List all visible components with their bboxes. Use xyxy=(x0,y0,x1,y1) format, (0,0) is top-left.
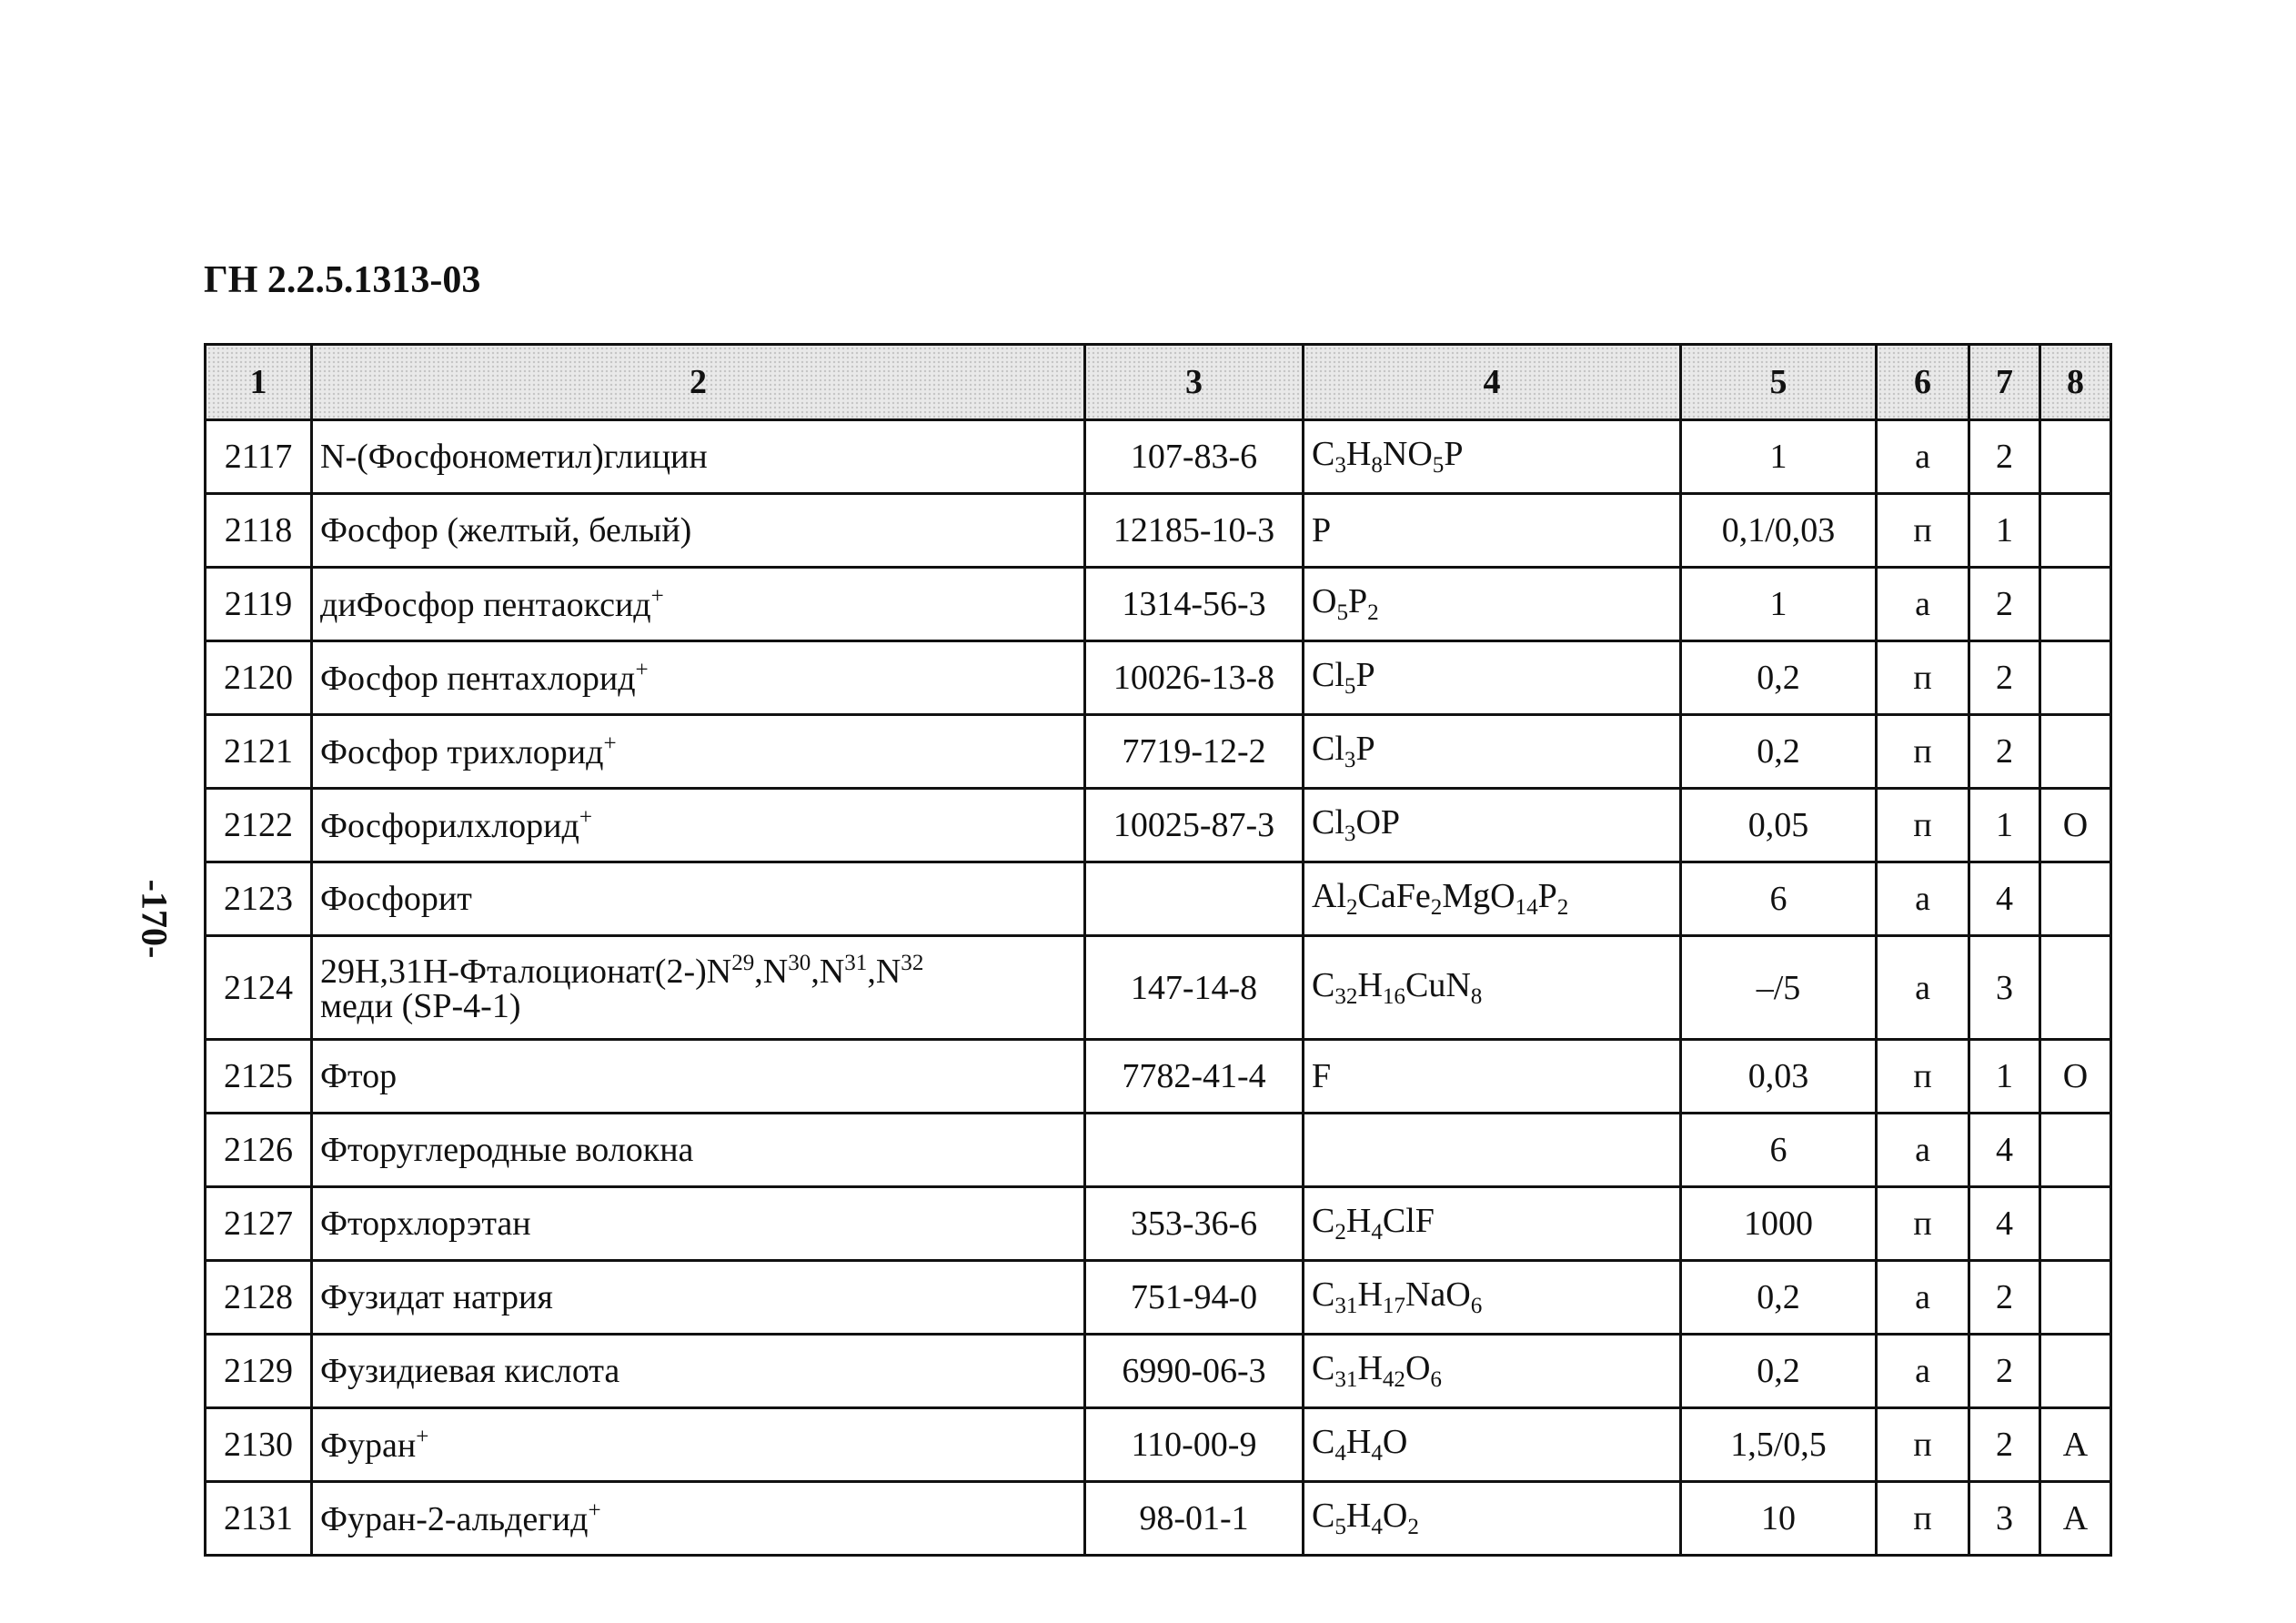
aggregate-state: а xyxy=(1877,1114,1969,1187)
limit-value: 0,03 xyxy=(1681,1040,1877,1114)
cas-number: 7719-12-2 xyxy=(1085,715,1304,789)
row-number: 2129 xyxy=(206,1335,312,1408)
chemical-formula: $C_{32}H_{16}CuN_8$ xyxy=(1304,936,1681,1040)
aggregate-state: п xyxy=(1877,789,1969,862)
document-code: ГН 2.2.5.1313-03 xyxy=(204,259,481,301)
limit-value: 1 xyxy=(1681,568,1877,641)
row-number: 2117 xyxy=(206,420,312,494)
column-header: 6 xyxy=(1877,345,1969,420)
aggregate-state: а xyxy=(1877,420,1969,494)
substance-name: Фузидиевая кислота xyxy=(312,1335,1085,1408)
hazard-class: 3 xyxy=(1969,936,2040,1040)
hazard-class: 2 xyxy=(1969,715,2040,789)
action-feature xyxy=(2040,420,2111,494)
limit-value: 10 xyxy=(1681,1482,1877,1556)
hazard-class: 2 xyxy=(1969,568,2040,641)
substance-name: Фосфорилхлорид+ xyxy=(312,789,1085,862)
hygiene-norms-table xyxy=(204,343,2112,1557)
limit-value: 1,5/0,5 xyxy=(1681,1408,1877,1482)
hazard-class: 2 xyxy=(1969,420,2040,494)
column-header: 4 xyxy=(1304,345,1681,420)
chemical-formula: $C_4H_4O$ xyxy=(1304,1408,1681,1482)
column-header: 5 xyxy=(1681,345,1877,420)
substance-name: Фторуглеродные волокна xyxy=(312,1114,1085,1187)
chemical-formula: $C_{31}H_{42}O_6$ xyxy=(1304,1335,1681,1408)
cas-number: 10026-13-8 xyxy=(1085,641,1304,715)
substance-name: $29Н,31Н-Фталоционат(2-)N^{29},N^{30},N^{31},N^{32}$ меди (SP-4-1) xyxy=(312,936,1085,1040)
row-number: 2127 xyxy=(206,1187,312,1261)
chemical-formula: $C_2H_4ClF$ xyxy=(1304,1187,1681,1261)
row-number: 2123 xyxy=(206,862,312,936)
limit-value: 0,2 xyxy=(1681,641,1877,715)
chemical-formula: P xyxy=(1304,494,1681,568)
limit-value: 0,1/0,03 xyxy=(1681,494,1877,568)
substance-name: Фуран-2-альдегид+ xyxy=(312,1482,1085,1556)
hazard-class: 2 xyxy=(1969,1335,2040,1408)
action-feature xyxy=(2040,715,2111,789)
table-row xyxy=(206,1187,2111,1261)
action-feature xyxy=(2040,862,2111,936)
substance-name: Фторхлорэтан xyxy=(312,1187,1085,1261)
column-header: 2 xyxy=(312,345,1085,420)
page-number: -170- xyxy=(134,879,176,959)
table-row xyxy=(206,1040,2111,1114)
limit-value: 6 xyxy=(1681,1114,1877,1187)
aggregate-state: а xyxy=(1877,936,1969,1040)
hazard-class: 2 xyxy=(1969,1261,2040,1335)
cas-number: 1314-56-3 xyxy=(1085,568,1304,641)
limit-value: –/5 xyxy=(1681,936,1877,1040)
chemical-formula xyxy=(1304,1114,1681,1187)
substance-name: Фузидат натрия xyxy=(312,1261,1085,1335)
chemical-formula: F xyxy=(1304,1040,1681,1114)
chemical-formula: $C_5H_4O_2$ xyxy=(1304,1482,1681,1556)
column-header: 3 xyxy=(1085,345,1304,420)
table-row xyxy=(206,641,2111,715)
aggregate-state: п xyxy=(1877,494,1969,568)
row-number: 2119 xyxy=(206,568,312,641)
row-number: 2121 xyxy=(206,715,312,789)
hazard-class: 3 xyxy=(1969,1482,2040,1556)
table-row xyxy=(206,789,2111,862)
row-number: 2128 xyxy=(206,1261,312,1335)
cas-number: 10025-87-3 xyxy=(1085,789,1304,862)
action-feature xyxy=(2040,494,2111,568)
column-header: 7 xyxy=(1969,345,2040,420)
table-row xyxy=(206,936,2111,1040)
aggregate-state: п xyxy=(1877,1408,1969,1482)
limit-value: 1 xyxy=(1681,420,1877,494)
cas-number: 110-00-9 xyxy=(1085,1408,1304,1482)
cas-number: 353-36-6 xyxy=(1085,1187,1304,1261)
substance-name: Фосфор пентахлорид+ xyxy=(312,641,1085,715)
row-number: 2124 xyxy=(206,936,312,1040)
row-number: 2130 xyxy=(206,1408,312,1482)
hazard-class: 4 xyxy=(1969,1187,2040,1261)
substance-name: N-(Фосфонометил)глицин xyxy=(312,420,1085,494)
limit-value: 1000 xyxy=(1681,1187,1877,1261)
substance-name: Фтор xyxy=(312,1040,1085,1114)
aggregate-state: п xyxy=(1877,1482,1969,1556)
limit-value: 0,2 xyxy=(1681,1261,1877,1335)
action-feature: О xyxy=(2040,789,2111,862)
action-feature xyxy=(2040,641,2111,715)
chemical-formula: $O_5P_2$ xyxy=(1304,568,1681,641)
cas-number: 107-83-6 xyxy=(1085,420,1304,494)
substance-name: Фосфорит xyxy=(312,862,1085,936)
limit-value: 6 xyxy=(1681,862,1877,936)
aggregate-state: п xyxy=(1877,715,1969,789)
row-number: 2120 xyxy=(206,641,312,715)
table-row xyxy=(206,1482,2111,1556)
chemical-formula: $Cl_3OP$ xyxy=(1304,789,1681,862)
chemical-formula: $C_3H_8NO_5P$ xyxy=(1304,420,1681,494)
hazard-class: 1 xyxy=(1969,789,2040,862)
action-feature xyxy=(2040,1114,2111,1187)
action-feature: А xyxy=(2040,1482,2111,1556)
hazard-class: 1 xyxy=(1969,1040,2040,1114)
row-number: 2118 xyxy=(206,494,312,568)
hazard-class: 4 xyxy=(1969,862,2040,936)
chemical-formula: $C_{31}H_{17}NaO_6$ xyxy=(1304,1261,1681,1335)
limit-value: 0,05 xyxy=(1681,789,1877,862)
aggregate-state: а xyxy=(1877,1335,1969,1408)
cas-number: 98-01-1 xyxy=(1085,1482,1304,1556)
chemical-formula: $Al_2CaFe_2MgO_{14}P_2$ xyxy=(1304,862,1681,936)
limit-value: 0,2 xyxy=(1681,715,1877,789)
table-body xyxy=(206,420,2111,1556)
table-row xyxy=(206,568,2111,641)
aggregate-state: п xyxy=(1877,1040,1969,1114)
substance-name: Фуран+ xyxy=(312,1408,1085,1482)
table-row xyxy=(206,1335,2111,1408)
limit-value: 0,2 xyxy=(1681,1335,1877,1408)
table-row xyxy=(206,1408,2111,1482)
row-number: 2126 xyxy=(206,1114,312,1187)
action-feature xyxy=(2040,1187,2111,1261)
table-row xyxy=(206,420,2111,494)
table-row xyxy=(206,494,2111,568)
action-feature: А xyxy=(2040,1408,2111,1482)
action-feature xyxy=(2040,1335,2111,1408)
aggregate-state: а xyxy=(1877,862,1969,936)
table-row xyxy=(206,715,2111,789)
cas-number: 7782-41-4 xyxy=(1085,1040,1304,1114)
aggregate-state: п xyxy=(1877,1187,1969,1261)
cas-number: 6990-06-3 xyxy=(1085,1335,1304,1408)
substance-name: Фосфор (желтый, белый) xyxy=(312,494,1085,568)
cas-number xyxy=(1085,862,1304,936)
aggregate-state: а xyxy=(1877,1261,1969,1335)
substance-name: Фосфор трихлорид+ xyxy=(312,715,1085,789)
table-row xyxy=(206,1261,2111,1335)
cas-number: 147-14-8 xyxy=(1085,936,1304,1040)
substance-name: диФосфор пентаоксид+ xyxy=(312,568,1085,641)
row-number: 2125 xyxy=(206,1040,312,1114)
action-feature xyxy=(2040,568,2111,641)
hazard-class: 2 xyxy=(1969,1408,2040,1482)
table-header-row xyxy=(206,345,2111,420)
action-feature: О xyxy=(2040,1040,2111,1114)
cas-number xyxy=(1085,1114,1304,1187)
table-row xyxy=(206,862,2111,936)
action-feature xyxy=(2040,1261,2111,1335)
row-number: 2131 xyxy=(206,1482,312,1556)
aggregate-state: п xyxy=(1877,641,1969,715)
column-header: 8 xyxy=(2040,345,2111,420)
hazard-class: 2 xyxy=(1969,641,2040,715)
cas-number: 12185-10-3 xyxy=(1085,494,1304,568)
chemical-formula: $Cl_5P$ xyxy=(1304,641,1681,715)
hazard-class: 1 xyxy=(1969,494,2040,568)
row-number: 2122 xyxy=(206,789,312,862)
aggregate-state: а xyxy=(1877,568,1969,641)
action-feature xyxy=(2040,936,2111,1040)
column-header: 1 xyxy=(206,345,312,420)
table-row xyxy=(206,1114,2111,1187)
chemical-formula: $Cl_3P$ xyxy=(1304,715,1681,789)
hazard-class: 4 xyxy=(1969,1114,2040,1187)
cas-number: 751-94-0 xyxy=(1085,1261,1304,1335)
